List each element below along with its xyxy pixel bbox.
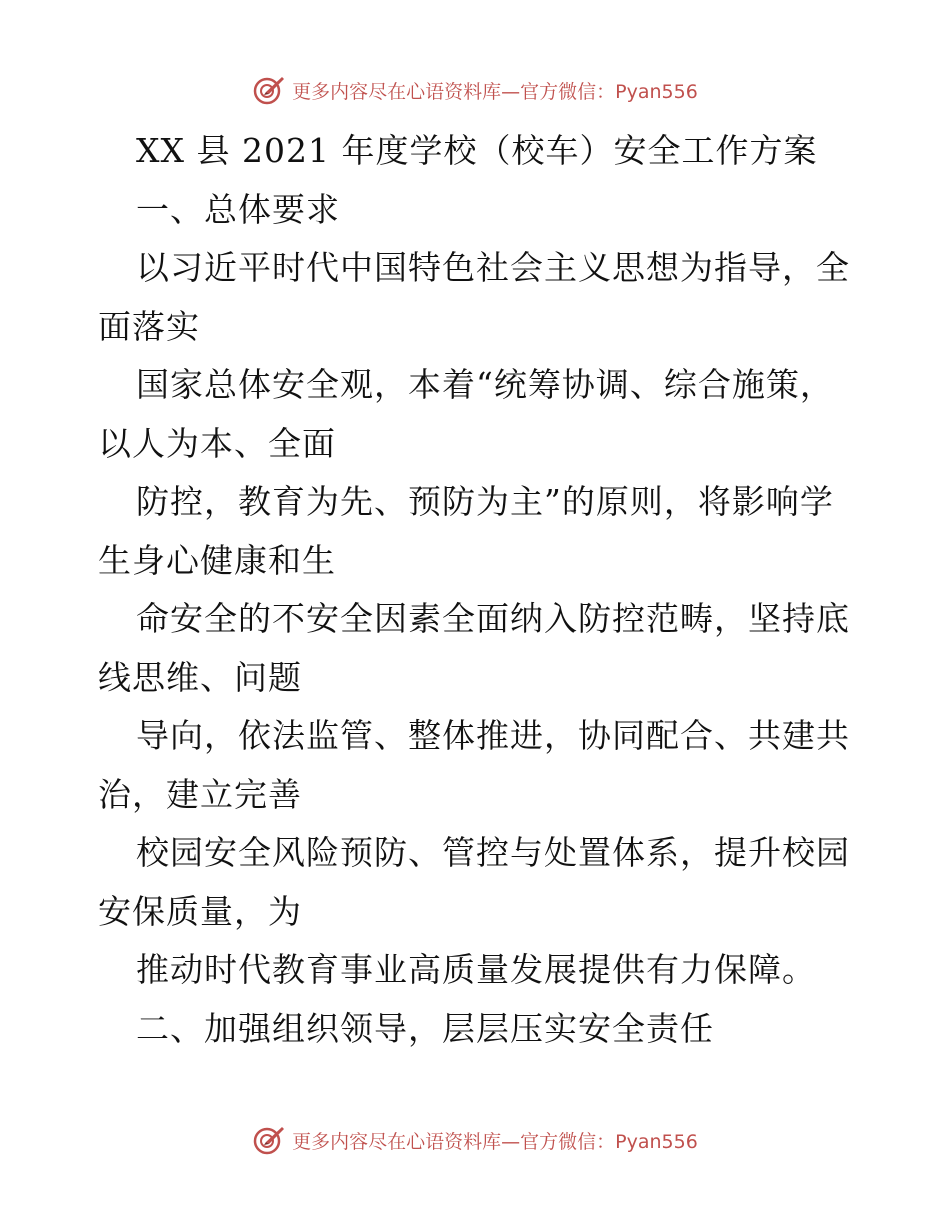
watermark-text: 更多内容尽在心语资料库—官方微信：Pyan556 bbox=[292, 1130, 698, 1153]
text-line: 导向，依法监管、整体推进，协同配合、共建共 bbox=[136, 716, 850, 755]
text-line: 推动时代教育事业高质量发展提供有力保障。 bbox=[136, 950, 816, 989]
document-body bbox=[98, 122, 858, 1058]
text-line: 以习近平时代中国特色社会主义思想为指导，全 bbox=[136, 248, 850, 287]
pen-logo-icon bbox=[252, 1123, 286, 1157]
text-line: 防控，教育为先、预防为主”的原则，将影响学 bbox=[136, 482, 834, 521]
text-line: 命安全的不安全因素全面纳入防控范畴，坚持底 bbox=[136, 599, 850, 638]
text-line: 一、总体要求 bbox=[136, 189, 340, 229]
text-line: 国家总体安全观，本着“统筹协调、综合施策， bbox=[136, 365, 834, 404]
text-line: 线思维、问题 bbox=[98, 657, 302, 697]
text-line: 二、加强组织领导，层层压实安全责任 bbox=[136, 1008, 714, 1048]
text-line: 生身心健康和生 bbox=[98, 540, 336, 580]
document-lines bbox=[98, 181, 858, 1059]
text-line: 安保质量，为 bbox=[98, 891, 302, 931]
watermark-header bbox=[0, 70, 950, 110]
text-line: 面落实 bbox=[98, 306, 200, 346]
document-title: XX 县 2021 年度学校（校车）安全工作方案 bbox=[136, 131, 818, 170]
pen-logo-icon bbox=[252, 73, 286, 107]
watermark-footer bbox=[0, 1120, 950, 1160]
text-line: 治，建立完善 bbox=[98, 774, 302, 814]
text-line: 以人为本、全面 bbox=[98, 423, 336, 463]
watermark-text: 更多内容尽在心语资料库—官方微信：Pyan556 bbox=[292, 80, 698, 103]
text-line: 校园安全风险预防、管控与处置体系，提升校园 bbox=[136, 833, 850, 872]
